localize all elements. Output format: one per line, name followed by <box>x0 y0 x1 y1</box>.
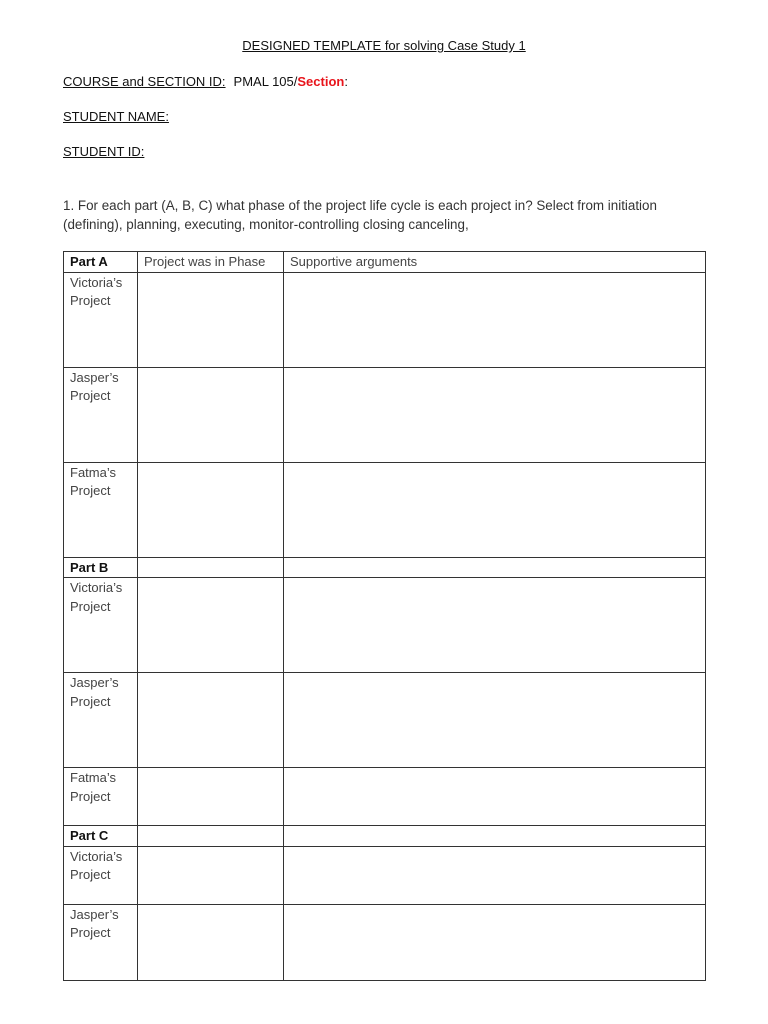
arguments-cell <box>284 557 706 578</box>
student-id-label: STUDENT ID: <box>63 144 145 159</box>
arguments-cell[interactable] <box>284 846 706 904</box>
part-label: Part C <box>64 826 138 847</box>
project-name-cell: Fatma’s Project <box>64 462 138 557</box>
arguments-cell[interactable] <box>284 578 706 673</box>
part-header-row <box>64 252 706 273</box>
arguments-cell[interactable] <box>284 673 706 768</box>
arguments-cell[interactable] <box>284 272 706 367</box>
phase-cell <box>138 557 284 578</box>
table-row <box>64 367 706 462</box>
part-header-row <box>64 557 706 578</box>
student-name-line <box>63 109 169 124</box>
table-row <box>64 768 706 826</box>
table-row <box>64 846 706 904</box>
arguments-cell[interactable] <box>284 768 706 826</box>
arguments-cell[interactable] <box>284 367 706 462</box>
phase-cell[interactable] <box>138 846 284 904</box>
phase-cell[interactable] <box>138 462 284 557</box>
course-section-line <box>63 74 348 89</box>
project-name-cell: Jasper’s Project <box>64 367 138 462</box>
table-row <box>64 904 706 980</box>
phase-column-header: Project was in Phase <box>138 252 284 273</box>
student-name-label: STUDENT NAME: <box>63 109 169 124</box>
phase-cell[interactable] <box>138 272 284 367</box>
table-row <box>64 578 706 673</box>
arguments-column-header: Supportive arguments <box>284 252 706 273</box>
phase-cell[interactable] <box>138 673 284 768</box>
arguments-cell <box>284 826 706 847</box>
project-name-cell: Victoria’s Project <box>64 578 138 673</box>
phase-cell[interactable] <box>138 578 284 673</box>
arguments-cell[interactable] <box>284 904 706 980</box>
phase-cell <box>138 826 284 847</box>
course-colon: : <box>344 74 348 89</box>
part-header-row <box>64 826 706 847</box>
student-id-line <box>63 144 144 159</box>
table-row <box>64 673 706 768</box>
project-name-cell: Victoria’s Project <box>64 272 138 367</box>
document-title: DESIGNED TEMPLATE for solving Case Study 1 <box>242 38 526 53</box>
case-study-table <box>63 251 706 981</box>
part-label: Part A <box>64 252 138 273</box>
table-row <box>64 462 706 557</box>
section-placeholder: Section <box>297 74 345 89</box>
table-row <box>64 272 706 367</box>
phase-cell[interactable] <box>138 768 284 826</box>
part-label: Part B <box>64 557 138 578</box>
project-name-cell: Fatma’s Project <box>64 768 138 826</box>
project-name-cell: Jasper’s Project <box>64 673 138 768</box>
question-1: 1. For each part (A, B, C) what phase of the project life cycle is each project in? Select from initiation (defining), planning, executing, monitor-controlling closing canceling, <box>63 198 657 232</box>
phase-cell[interactable] <box>138 367 284 462</box>
arguments-cell[interactable] <box>284 462 706 557</box>
project-name-cell: Victoria’s Project <box>64 846 138 904</box>
course-value: PMAL 105/ <box>233 74 298 89</box>
phase-cell[interactable] <box>138 904 284 980</box>
project-name-cell: Jasper’s Project <box>64 904 138 980</box>
course-section-label: COURSE and SECTION ID: <box>63 74 226 89</box>
